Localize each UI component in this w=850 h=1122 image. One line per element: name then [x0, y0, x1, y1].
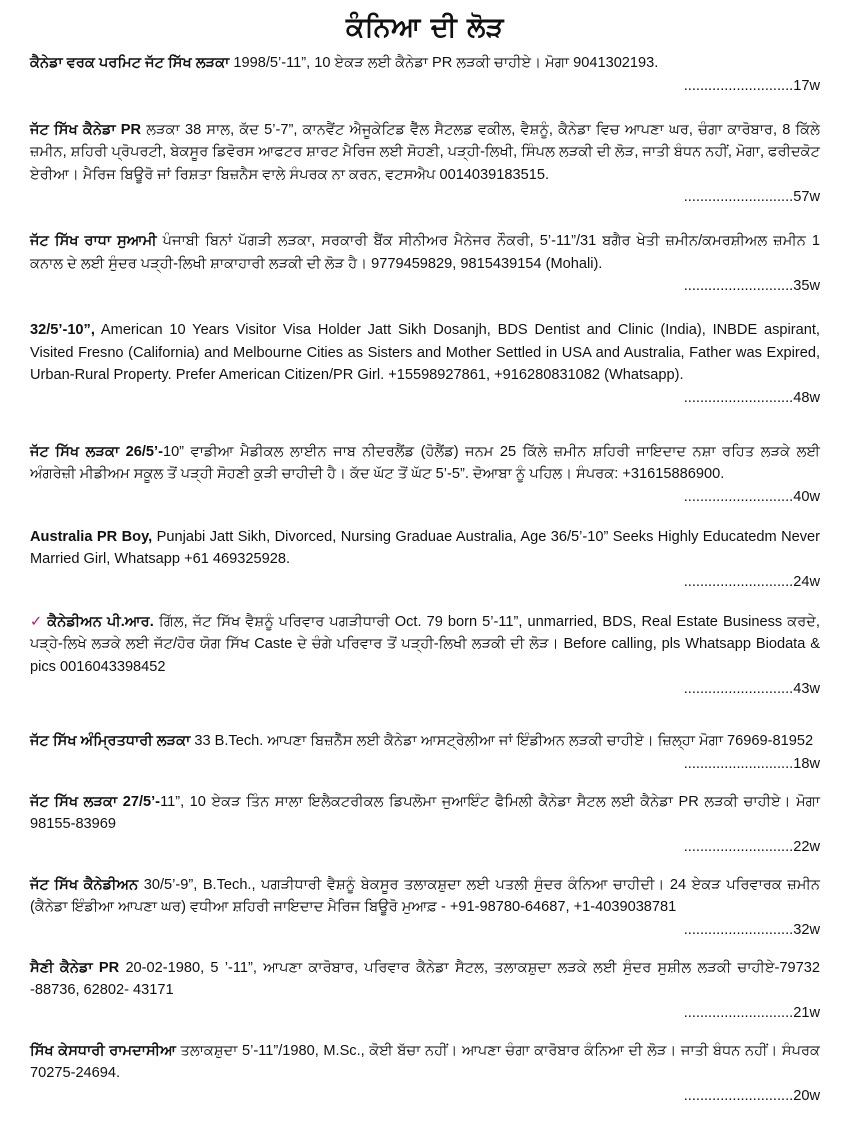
matrimonial-ad	[30, 230, 820, 297]
ad-body: Punjabi Jatt Sikh, Divorced, Nursing Graduae Australia, Age 36/5’-10” Seeks Highly Educatedm Never Married Girl, Whatsapp +61 469325928.	[30, 528, 821, 567]
ad-code: 40w	[793, 488, 820, 505]
leader-dots: ...........................	[683, 838, 794, 855]
ad-lead: 32/5’-10”,	[30, 322, 95, 338]
ad-code-line	[30, 387, 820, 409]
ad-code: 21w	[793, 1004, 820, 1021]
ad-body: ਤਲਾਕਸ਼ੁਦਾ 5’-11”/1980, M.Sc., ਕੋਈ ਬੱਚਾ ਨਹੀਂ। ਆਪਣਾ ਚੰਗਾ ਕਾਰੋਬਾਰ ਕੰਨਿਆ ਦੀ ਲੋੜ। ਜਾਤੀ ਬੰਧਨ ਨਹੀਂ। ਸੰਪਰਕ 70275-24694.	[30, 1042, 820, 1081]
ad-code-line	[30, 678, 820, 700]
ad-code: 35w	[793, 278, 820, 294]
matrimonial-ad	[30, 730, 820, 775]
ad-body: ਗਿੱਲ, ਜੱਟ ਸਿੱਖ ਵੈਸ਼ਨੂੰ ਪਰਿਵਾਰ ਪਗੜੀਧਾਰੀ Oct. 79 born 5’-11”, unmarried, BDS, Real Estate Business ਕਰਦੇ, ਪੜ੍ਹੇ-ਲਿਖੇ ਲੜਕੇ ਲਈ ਜੱਟ/ਹੋਰ ਯੋਗ ਸਿੱਖ Caste ਦੇ ਚੰਗੇ ਪਰਿਵਾਰ ਤੋਂ ਪੜ੍ਹੀ-ਲਿਖੀ ਲੜਕੀ ਦੀ ਲੋੜ। Before calling, pls Whatsapp Biodata & pics 0016043398452	[30, 613, 820, 675]
ad-lead: ਜੱਟ ਸਿੱਖ ਲੜਕਾ 27/5’-	[30, 793, 161, 810]
ad-lead: ਕੈਨੇਡੀਅਨ ਪੀ.ਆਰ.	[47, 613, 154, 630]
ad-lead: ਸੈਣੀ ਕੈਨੇਡਾ PR	[30, 959, 120, 976]
leader-dots: ...........................	[683, 389, 794, 406]
ad-lead: ਕੈਨੇਡਾ ਵਰਕ ਪਰਮਿਟ ਜੱਟ ਸਿੱਖ ਲੜਕਾ	[30, 55, 230, 71]
ad-code-line	[30, 486, 820, 508]
ad-lead: Australia PR Boy,	[30, 528, 153, 545]
ad-lead: ਜੱਟ ਸਿੱਖ ਕੈਨੇਡਾ PR	[30, 121, 142, 138]
ad-lead: ਜੱਟ ਸਿੱਖ ਕੈਨੇਡੀਅਨ	[30, 876, 139, 893]
page-title: ਕੰਨਿਆ ਦੀ ਲੋੜ	[345, 12, 505, 43]
matrimonial-ad	[30, 441, 820, 508]
checkmark-icon: ✓	[30, 613, 44, 630]
matrimonial-ad	[30, 611, 820, 701]
ad-body: 1998/5’-11”, 10 ਏਕੜ ਲਈ ਕੈਨੇਡਾ PR ਲੜਕੀ ਚਾਹੀਏ। ਮੋਗਾ 9041302193.	[229, 55, 659, 71]
leader-dots: ...........................	[683, 921, 794, 938]
ad-lead: ਸਿੱਖ ਕੇਸਧਾਰੀ ਰਾਮਦਾਸੀਆ	[30, 1042, 176, 1059]
ad-code-line	[30, 919, 820, 941]
ad-code: 17w	[793, 77, 820, 94]
ad-code: 48w	[793, 389, 820, 406]
ad-body: 11”, 10 ਏਕੜ ਤਿੰਨ ਸਾਲਾ ਇਲੈਕਟਰੀਕਲ ਡਿਪਲੋਮਾ ਜੁਆਇੰਟ ਫੈਮਿਲੀ ਕੈਨੇਡਾ ਸੈਟਲ ਲਈ ਕੈਨੇਡਾ PR ਲੜਕੀ ਚਾਹੀਏ। ਮੋਗਾ 98155-83969	[30, 793, 821, 832]
ad-code-line	[30, 1085, 820, 1107]
ad-code: 22w	[793, 838, 820, 855]
ad-lead: ਜੱਟ ਸਿੱਖ ਲੜਕਾ 26/5’-	[30, 443, 163, 460]
ad-body: 33 B.Tech. ਆਪਣਾ ਬਿਜ਼ਨੈੱਸ ਲਈ ਕੈਨੇਡਾ ਆਸਟ੍ਰੇਲੀਆ ਜਾਂ ਇੰਡੀਅਨ ਲੜਕੀ ਚਾਹੀਏ। ਜ਼ਿਲ੍ਹਾ ਮੋਗਾ 76969-81952	[190, 733, 814, 749]
leader-dots: ...........................	[683, 1087, 794, 1104]
matrimonial-ad	[30, 1040, 820, 1107]
ad-body: ਪੰਜਾਬੀ ਬਿਨਾਂ ਪੱਗੜੀ ਲੜਕਾ, ਸਰਕਾਰੀ ਬੈਂਕ ਸੀਨੀਅਰ ਮੈਨੇਜਰ ਨੌਕਰੀ, 5’-11”/31 ਬਗੈਰ ਖੇਤੀ ਜ਼ਮੀਨ/ਕਮਰਸ਼ੀਅਲ ਜ਼ਮੀਨ 1 ਕਨਾਲ ਦੇ ਲਈ ਸੁੰਦਰ ਪੜ੍ਹੀ-ਲਿਖੀ ਸ਼ਾਕਾਹਾਰੀ ਲੜਕੀ ਦੀ ਲੋੜ ਹੈ। 9779459829, 9815439154 (Mohali).	[30, 233, 820, 272]
ad-body: American 10 Years Visitor Visa Holder Jatt Sikh Dosanjh, BDS Dentist and Clinic (India), INBDE aspirant, Visited Fresno (California) and Melbourne Cities as Sisters and Mother Settled in USA and Australia, Father was Expired, Urban-Rural Property. Prefer American Citizen/PR Girl. +15598927861, +916280831082 (Whatsapp).	[30, 322, 820, 383]
ad-code: 18w	[793, 755, 820, 772]
matrimonial-ad	[30, 319, 820, 409]
ad-code-line	[30, 186, 820, 208]
leader-dots: ...........................	[683, 488, 794, 505]
ad-code-line	[30, 275, 820, 297]
leader-dots: ...........................	[683, 77, 794, 94]
matrimonial-ad	[30, 52, 820, 97]
ad-body: 30/5’-9”, B.Tech., ਪਗੜੀਧਾਰੀ ਵੈਸ਼ਨੂੰ ਬੇਕਸੂਰ ਤਲਾਕਸ਼ੁਦਾ ਲਈ ਪਤਲੀ ਸੁੰਦਰ ਕੰਨਿਆ ਚਾਹੀਦੀ। 24 ਏਕੜ ਪਰਿਵਾਰਕ ਜ਼ਮੀਨ (ਕੈਨੇਡਾ ਇੰਡੀਆ ਆਪਣਾ ਘਰ) ਵਧੀਆ ਸ਼ਹਿਰੀ ਜਾਇਦਾਦ ਮੈਰਿਜ ਬਿਊਰੋ ਮੁਆਫ਼ - +91-98780-64687, +1-4039038781	[30, 876, 820, 915]
matrimonial-ad	[30, 526, 820, 593]
matrimonial-ad	[30, 874, 820, 941]
ad-lead: ਜੱਟ ਸਿੱਖ ਰਾਧਾ ਸੁਆਮੀ	[30, 233, 157, 249]
ad-code-line	[30, 75, 820, 97]
classifieds-page	[30, 10, 820, 1107]
ad-code: 20w	[793, 1087, 820, 1104]
leader-dots: ...........................	[683, 1004, 794, 1021]
leader-dots: ...........................	[683, 681, 794, 697]
ad-code-line	[30, 1002, 820, 1024]
ad-code: 57w	[793, 189, 820, 205]
matrimonial-ad	[30, 791, 820, 858]
leader-dots: ...........................	[683, 755, 794, 772]
ad-body: ਲੜਕਾ 38 ਸਾਲ, ਕੱਦ 5’-7”, ਕਾਨਵੈਂਟ ਐਜੂਕੇਟਿਡ ਵੈੱਲ ਸੈਟਲਡ ਵਕੀਲ, ਵੈਸ਼ਨੂੰ, ਕੈਨੇਡਾ ਵਿਚ ਆਪਣਾ ਘਰ, ਚੰਗਾ ਕਾਰੋਬਾਰ, 8 ਕਿੱਲੇ ਜ਼ਮੀਨ, ਸ਼ਹਿਰੀ ਪ੍ਰੋਪਰਟੀ, ਬੇਕਸੂਰ ਡਿਵੋਰਸ ਆਫਟਰ ਸ਼ਾਰਟ ਮੈਰਿਜ ਲਈ ਸੋਹਣੀ, ਪੜ੍ਹੀ-ਲਿਖੀ, ਸਿੰਪਲ ਲੜਕੀ ਦੀ ਲੋੜ, ਜਾਤੀ ਬੰਧਨ ਨਹੀਂ, ਮੋਗਾ, ਫਰੀਦਕੋਟ ਏਰੀਆ। ਮੈਰਿਜ ਬਿਊਰੋ ਜਾਂ ਰਿਸ਼ਤਾ ਬਿਜ਼ਨੈਸ ਵਾਲੇ ਸੰਪਰਕ ਨਾ ਕਰਨ, ਵਟਸਐਪ 0014039183515.	[30, 121, 820, 183]
ad-code-line	[30, 836, 820, 858]
leader-dots: ...........................	[683, 278, 794, 294]
ad-code: 32w	[793, 921, 820, 938]
ad-code: 43w	[793, 681, 820, 697]
ad-body: 10” ਵਾਡੀਆ ਮੈਡੀਕਲ ਲਾਈਨ ਜਾਬ ਨੀਦਰਲੈਂਡ (ਹੋਲੈਂਡ) ਜਨਮ 25 ਕਿੱਲੇ ਜ਼ਮੀਨ ਸ਼ਹਿਰੀ ਜਾਇਦਾਦ ਨਸ਼ਾ ਰਹਿਤ ਲੜਕੇ ਲਈ ਅੰਗਰੇਜ਼ੀ ਮੀਡੀਅਮ ਸਕੂਲ ਤੋਂ ਪੜ੍ਹੀ ਸੋਹਣੀ ਕੁੜੀ ਚਾਹੀਦੀ ਹੈ। ਕੱਦ ਘੱਟ ਤੋਂ ਘੱਟ 5’-5”. ਦੋਆਬਾ ਨੂੰ ਪਹਿਲ। ਸੰਪਰਕ: +31615886900.	[30, 443, 820, 482]
ad-lead: ਜੱਟ ਸਿੱਖ ਅੰਮ੍ਰਿਤਧਾਰੀ ਲੜਕਾ	[30, 733, 191, 749]
matrimonial-ad	[30, 957, 820, 1024]
ad-code-line	[30, 753, 820, 775]
leader-dots: ...........................	[683, 189, 794, 205]
leader-dots: ...........................	[683, 573, 794, 590]
ad-body: 20-02-1980, 5 ’-11”, ਆਪਣਾ ਕਾਰੋਬਾਰ, ਪਰਿਵਾਰ ਕੈਨੇਡਾ ਸੈਟਲ, ਤਲਾਕਸ਼ੁਦਾ ਲੜਕੇ ਲਈ ਸੁੰਦਰ ਸੁਸ਼ੀਲ ਲੜਕੀ ਚਾਹੀਏ-79732 -88736, 62802- 43171	[30, 959, 820, 998]
ad-code-line	[30, 571, 820, 593]
matrimonial-ad	[30, 119, 820, 209]
ad-code: 24w	[793, 573, 820, 590]
